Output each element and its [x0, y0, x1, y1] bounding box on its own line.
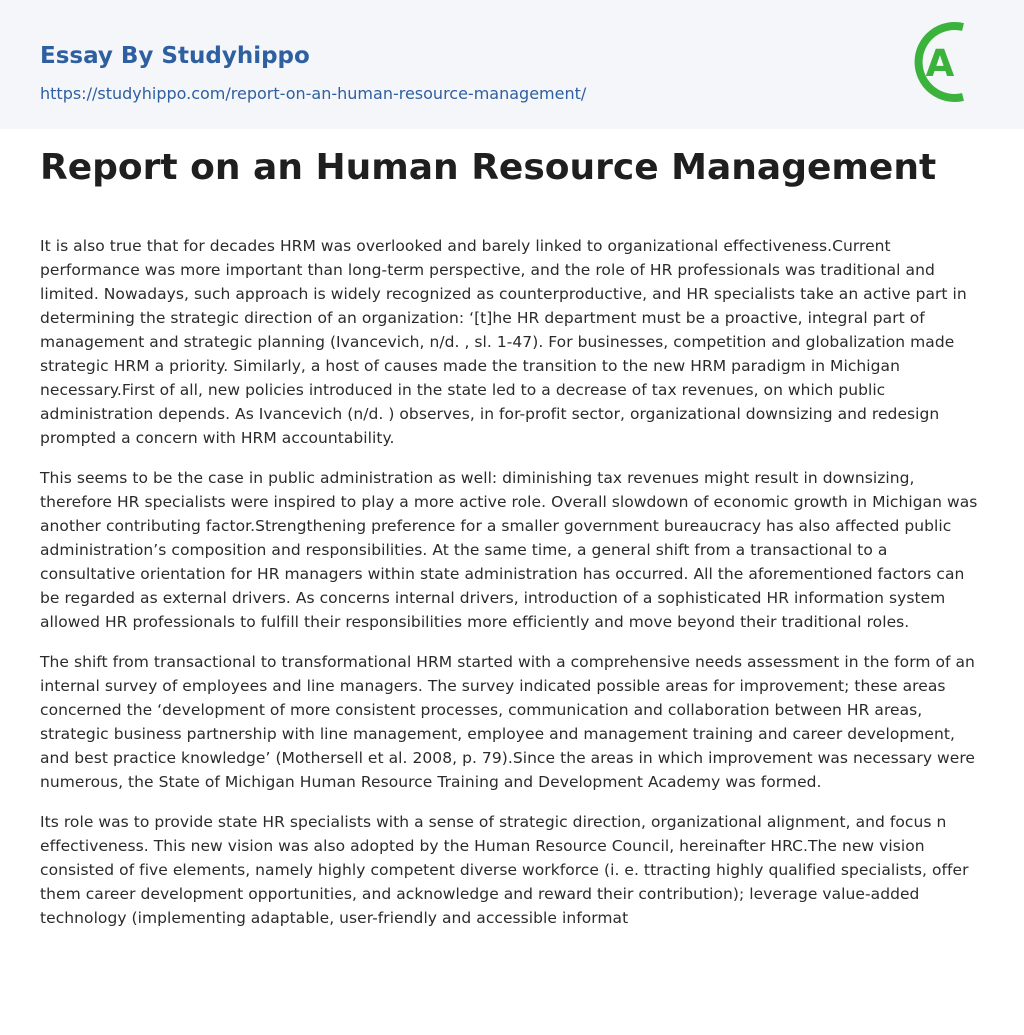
essay-body	[40, 234, 984, 946]
source-url-link[interactable]: https://studyhippo.com/report-on-an-human-resource-management/	[40, 84, 587, 103]
essay-paragraph: Its role was to provide state HR specialists with a sense of strategic direction, organizational alignment, and focus n effectiveness. This new vision was also adopted by the Human Resource Council, hereinafter HRC.The new vision consisted of five elements, namely highly competent diverse workforce (i. e. ttracting highly qualified specialists, offer them career development opportunities, and acknowledge and reward their contribution); leverage value-added technology (implementing adaptable, user-friendly and accessible informat	[40, 813, 969, 927]
brand-title[interactable]: Essay By Studyhippo	[40, 43, 310, 69]
page-title: Report on an Human Resource Management	[40, 147, 937, 188]
essay-paragraph: It is also true that for decades HRM was overlooked and barely linked to organizational effectiveness.Current performance was more important than long-term perspective, and the role of HR professionals was traditional and limited. Nowadays, such approach is widely recognized as counterproductive, and HR specialists take an active part in determining the strategic direction of an organization: ‘[t]he HR department must be a proactive, integral part of management and strategic planning (Ivancevich, n/d. , sl. 1-47). For businesses, competition and globalization made strategic HRM a priority. Similarly, a host of causes made the transition to the new HRM paradigm in Michigan necessary.First of all, new policies introduced in the state led to a decrease of tax revenues, on which public administration depends. As Ivancevich (n/d. ) observes, in for-profit sector, organizational downsizing and redesign prompted a concern with HRM accountability.	[40, 237, 967, 447]
logo-letter: A	[925, 42, 955, 85]
site-header	[0, 0, 1024, 129]
essay-paragraph: The shift from transactional to transformational HRM started with a comprehensive needs assessment in the form of an internal survey of employees and line managers. The survey indicated possible areas for improvement; these areas concerned the ‘development of more consistent processes, communication and collaboration between HR areas, strategic business partnership with line management, employee and management training and career development, and best practice knowledge’ (Mothersell et al. 2008, p. 79).Since the areas in which improvement was necessary were numerous, the State of Michigan Human Resource Training and Development Academy was formed.	[40, 653, 976, 791]
essay-paragraph: This seems to be the case in public administration as well: diminishing tax revenues might result in downsizing, therefore HR specialists were inspired to play a more active role. Overall slowdown of economic growth in Michigan was another contributing factor.Strengthening preference for a smaller government bureaucracy has also affected public administration’s composition and responsibilities. At the same time, a general shift from a transactional to a consultative orientation for HR managers within state administration has occurred. All the aforementioned factors can be regarded as external drivers. As concerns internal drivers, introduction of a sophisticated HR information system allowed HR professionals to fulfill their responsibilities more efficiently and move beyond their traditional roles.	[40, 469, 978, 631]
studyhippo-logo-icon[interactable]	[908, 18, 988, 106]
